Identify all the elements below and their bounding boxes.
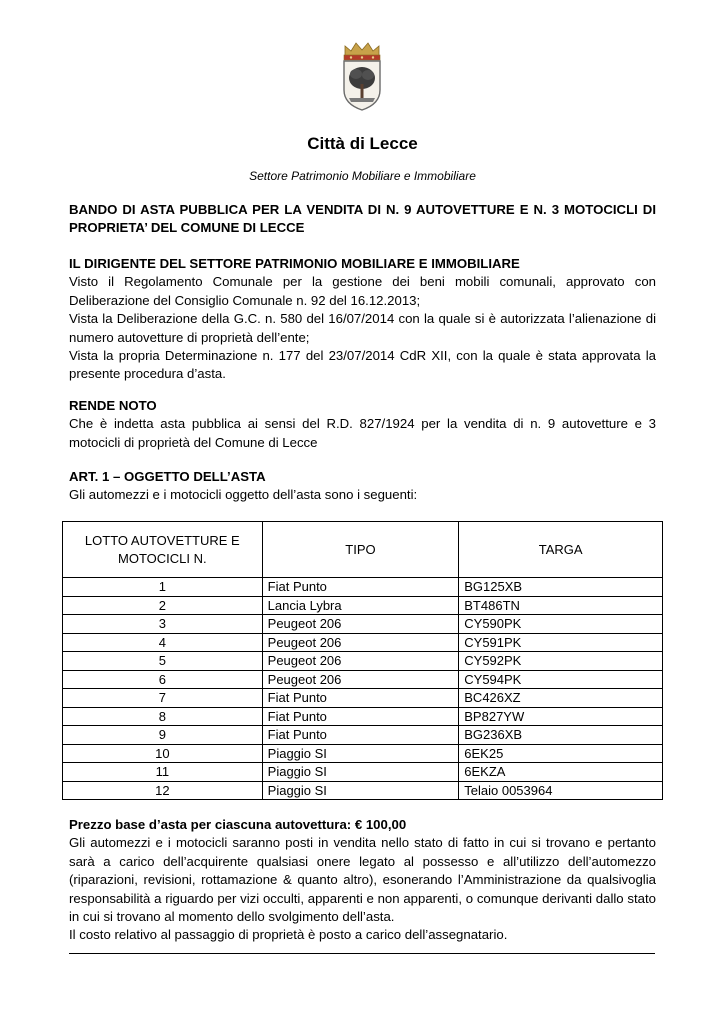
cell-targa: CY594PK [459,670,663,689]
cell-targa: BG125XB [459,578,663,597]
art1-section [69,468,656,505]
table-row [63,744,663,763]
cell-tipo: Piaggio SI [262,744,459,763]
cell-targa: 6EKZA [459,763,663,782]
prezzo-heading: Prezzo base d’asta per ciascuna autovettura: € 100,00 [69,817,407,832]
table-row [63,763,663,782]
cell-lotto: 11 [63,763,263,782]
page-title: Città di Lecce [307,134,418,153]
cell-targa: CY590PK [459,615,663,634]
table-row [63,596,663,615]
art1-intro: Gli automezzi e i motocicli oggetto dell’asta sono i seguenti: [69,487,418,503]
cell-tipo: Fiat Punto [262,707,459,726]
cell-targa: BG236XB [459,726,663,745]
bando-title: BANDO DI ASTA PUBBLICA PER LA VENDITA DI N. 9 AUTOVETTURE E N. 3 MOTOCICLI DI PROPRIETA’ DEL COMUNE DI LECCE [69,202,656,236]
header-tipo: TIPO [262,522,459,578]
rende-noto-heading: RENDE NOTO [69,398,157,413]
cell-lotto: 7 [63,689,263,708]
prezzo-section [69,816,656,945]
rende-noto-section [69,397,656,452]
dirigente-paragraph-1: Visto il Regolamento Comunale per la gestione dei beni mobili comunali, approvato con Deliberazione del Consiglio Comunale n. 92 del 16.12.2013; [69,274,656,308]
cell-tipo: Peugeot 206 [262,633,459,652]
table-row [63,781,663,800]
cell-targa: 6EK25 [459,744,663,763]
cell-lotto: 2 [63,596,263,615]
prezzo-paragraph-1: Gli automezzi e i motocicli saranno posti in vendita nello stato di fatto in cui si trovano e pertanto sarà a carico dell’acquirente qualsiasi onere legato al possesso e all’utilizzo dell’automezzo (riparazioni, revisioni, rottamazione & quanto altro), esonerando l’Amministrazione da qualsivoglia responsabilità a riguardo per vizi occulti, apparenti e non apparenti, o comunque derivanti dallo stato in cui si trovano al momento dello svolgimento dell’asta. [69,835,656,925]
city-crest-icon [339,40,385,112]
cell-targa: BT486TN [459,596,663,615]
table-row [63,707,663,726]
table-row [63,726,663,745]
cell-tipo: Peugeot 206 [262,615,459,634]
footer-divider [69,953,655,954]
cell-tipo: Piaggio SI [262,763,459,782]
rende-noto-text: Che è indetta asta pubblica ai sensi del R.D. 827/1924 per la vendita di n. 9 autovetture e 3 motocicli di proprietà del Comune di Lecce [69,416,656,450]
cell-tipo: Peugeot 206 [262,670,459,689]
table-row [63,578,663,597]
cell-tipo: Peugeot 206 [262,652,459,671]
cell-targa: CY591PK [459,633,663,652]
art1-heading: ART. 1 – OGGETTO DELL’ASTA [69,469,266,484]
page-subtitle: Settore Patrimonio Mobiliare e Immobiliare [249,169,476,183]
table-row [63,670,663,689]
cell-lotto: 6 [63,670,263,689]
cell-lotto: 1 [63,578,263,597]
table-row [63,633,663,652]
cell-lotto: 12 [63,781,263,800]
cell-targa: BP827YW [459,707,663,726]
cell-lotto: 4 [63,633,263,652]
table-row [63,689,663,708]
cell-targa: CY592PK [459,652,663,671]
cell-tipo: Piaggio SI [262,781,459,800]
lots-table [62,521,663,800]
table-row [63,652,663,671]
cell-lotto: 9 [63,726,263,745]
cell-tipo: Lancia Lybra [262,596,459,615]
prezzo-paragraph-2: Il costo relativo al passaggio di proprietà è posto a carico dell’assegnatario. [69,927,508,943]
table-row [63,615,663,634]
cell-lotto: 3 [63,615,263,634]
dirigente-section [69,255,656,384]
cell-lotto: 8 [63,707,263,726]
dirigente-heading: IL DIRIGENTE DEL SETTORE PATRIMONIO MOBILIARE E IMMOBILIARE [69,256,520,271]
cell-targa: Telaio 0053964 [459,781,663,800]
cell-tipo: Fiat Punto [262,726,459,745]
dirigente-paragraph-2: Vista la Deliberazione della G.C. n. 580 del 16/07/2014 con la quale si è autorizzata l’alienazione di numero autovetture di proprietà dell’ente; [69,311,656,345]
cell-lotto: 10 [63,744,263,763]
cell-tipo: Fiat Punto [262,578,459,597]
cell-tipo: Fiat Punto [262,689,459,708]
dirigente-paragraph-3: Vista la propria Determinazione n. 177 del 23/07/2014 CdR XII, con la quale è stata approvata la presente procedura d’asta. [69,348,656,382]
table-header-row [63,522,663,578]
header-targa: TARGA [459,522,663,578]
cell-targa: BC426XZ [459,689,663,708]
cell-lotto: 5 [63,652,263,671]
header-lotto: LOTTO AUTOVETTURE E MOTOCICLI N. [63,522,263,578]
